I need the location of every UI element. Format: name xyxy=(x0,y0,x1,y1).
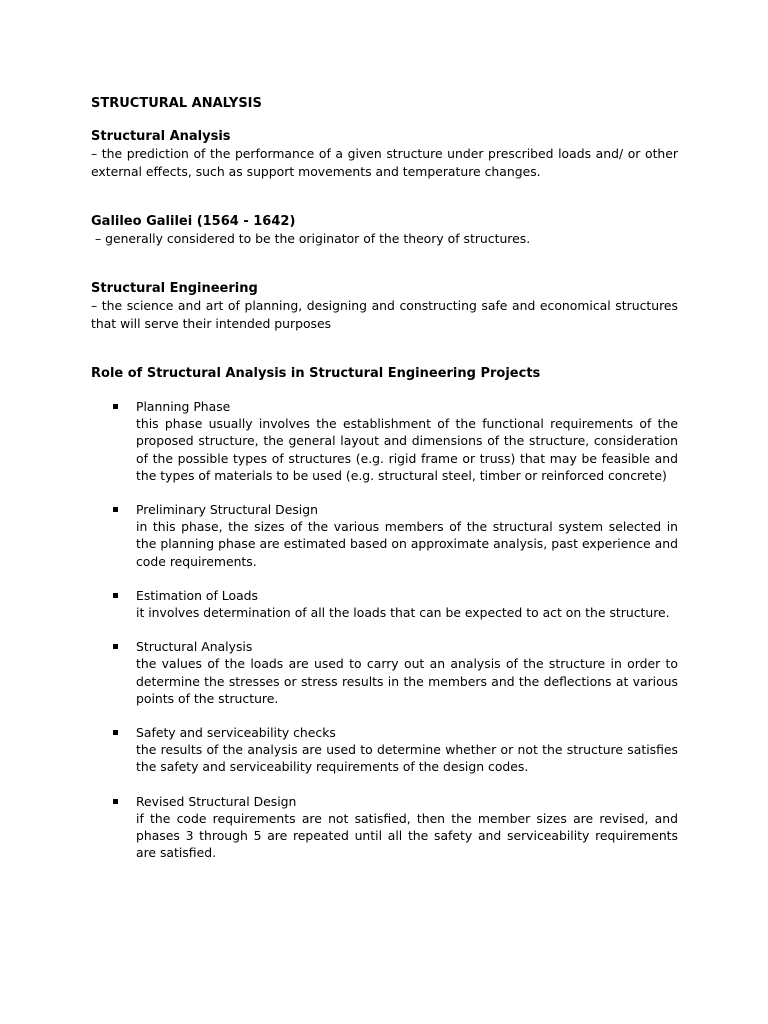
square-bullet-icon xyxy=(113,799,118,804)
square-bullet-icon xyxy=(113,644,118,649)
definition-structural-engineering xyxy=(91,280,678,332)
role-title: Planning Phase xyxy=(136,399,231,415)
section-heading: Galileo Galilei (1564 - 1642) xyxy=(91,213,296,229)
document-page xyxy=(91,95,678,879)
square-bullet-icon xyxy=(113,404,118,409)
role-body: if the code requirements are not satisfied, then the member sizes are revised, and phases 3 through 5 are repeated until all the safety and serviceability requirements are satisfied. xyxy=(136,810,678,861)
role-body: the values of the loads are used to carry out an analysis of the structure in order to determine the stresses or stress results in the members and the deflections at various points of the structure. xyxy=(136,656,678,706)
list-item-safety-checks xyxy=(91,724,678,776)
section-heading: Structural Engineering xyxy=(91,281,258,297)
list-item-structural-analysis xyxy=(91,638,678,707)
role-title: Estimation of Loads xyxy=(136,587,258,603)
role-title: Safety and serviceability checks xyxy=(136,725,336,741)
role-title: Revised Structural Design xyxy=(136,793,297,809)
list-item-preliminary-design xyxy=(91,501,678,570)
section-body: – generally considered to be the originator of the theory of structures. xyxy=(91,231,531,247)
definition-structural-analysis xyxy=(91,128,678,180)
role-body: in this phase, the sizes of the various members of the structural system selected in the planning phase are estimated based on approximate analysis, past experience and code requirements. xyxy=(136,519,678,569)
square-bullet-icon xyxy=(113,593,118,598)
roles-list xyxy=(91,398,678,861)
role-title: Preliminary Structural Design xyxy=(136,502,318,518)
roles-heading: Role of Structural Analysis in Structural Engineering Projects xyxy=(91,365,541,381)
list-item-estimation-of-loads xyxy=(91,587,678,621)
section-body: – the science and art of planning, designing and constructing safe and economical structures that will serve their intended purposes xyxy=(91,298,678,331)
definition-galileo xyxy=(91,213,678,247)
section-heading: Structural Analysis xyxy=(91,129,231,145)
square-bullet-icon xyxy=(113,730,118,735)
square-bullet-icon xyxy=(113,507,118,512)
list-item-planning-phase xyxy=(91,398,678,484)
role-body: it involves determination of all the loads that can be expected to act on the structure. xyxy=(136,605,670,621)
role-title: Structural Analysis xyxy=(136,639,253,655)
role-body: the results of the analysis are used to determine whether or not the structure satisfies the safety and serviceability requirements of the design codes. xyxy=(136,742,678,775)
list-item-revised-design xyxy=(91,793,678,862)
role-body: this phase usually involves the establishment of the functional requirements of the proposed structure, the general layout and dimensions of the structure, consideration of the possible types of structures (e.g. rigid frame or truss) that may be feasible and the types of materials to be used (e.g. structural steel, timber or reinforced concrete) xyxy=(136,416,678,483)
section-body: – the prediction of the performance of a given structure under prescribed loads and/ or other external effects, such as support movements and temperature changes. xyxy=(91,146,678,179)
document-title: STRUCTURAL ANALYSIS xyxy=(91,96,262,111)
